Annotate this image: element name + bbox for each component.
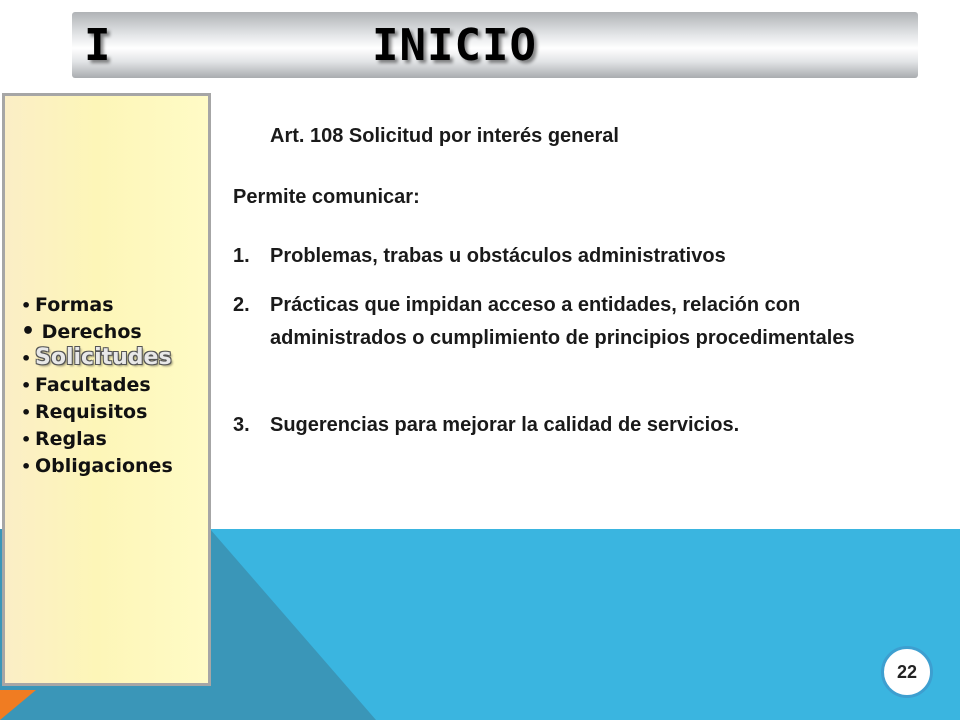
- sidebar-item-derechos[interactable]: • Derechos: [21, 319, 142, 344]
- bullet-icon: •: [21, 430, 32, 449]
- bullet-icon: •: [21, 376, 32, 395]
- section-number: I: [84, 20, 112, 71]
- sidebar-item-facultades[interactable]: • Facultades: [21, 372, 173, 399]
- section-title: INICIO: [372, 20, 537, 71]
- sidebar-item-obligaciones[interactable]: • Obligaciones: [21, 453, 173, 480]
- sidebar-item-solicitudes[interactable]: • Solicitudes: [21, 345, 172, 370]
- bullet-icon: •: [21, 319, 36, 344]
- intro-text: Permite comunicar:: [233, 186, 420, 208]
- list-number: 2.: [233, 294, 250, 316]
- list-item: [233, 240, 893, 273]
- bullet-icon: •: [21, 296, 32, 315]
- sidebar-menu: [21, 292, 173, 480]
- list-number: 1.: [233, 245, 250, 267]
- sidebar-item-requisitos[interactable]: • Requisitos: [21, 399, 173, 426]
- list-text: Prácticas que impidan acceso a entidades, relación con administrados o cumplimiento de principios procedimentales: [270, 294, 855, 349]
- bullet-icon: •: [21, 457, 32, 476]
- sidebar-panel: [2, 93, 211, 686]
- sidebar-item-reglas[interactable]: • Reglas: [21, 426, 173, 453]
- page-number-badge: 22: [881, 646, 933, 698]
- list-item: [233, 409, 893, 442]
- list-text: Sugerencias para mejorar la calidad de servicios.: [270, 414, 740, 436]
- bullet-icon: •: [21, 403, 32, 422]
- sidebar-item-formas[interactable]: • Formas: [21, 292, 173, 319]
- list-item: [233, 289, 893, 355]
- bullet-icon: •: [21, 349, 32, 368]
- list-number: 3.: [233, 414, 250, 436]
- article-title: Art. 108 Solicitud por interés general: [270, 125, 619, 147]
- list-text: Problemas, trabas u obstáculos administrativos: [270, 245, 726, 267]
